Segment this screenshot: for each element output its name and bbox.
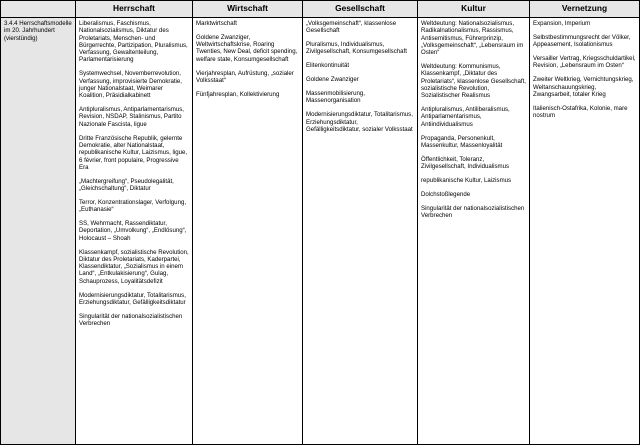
kultur-paragraph: Antipluralismus, Antiliberalismus, Antiparlamentarismus, Antiindividualismus [421,106,510,128]
herrschaft-paragraph: „Machtergreifung“, Pseudolegalität, „Gleichschaltung“, Diktatur [79,177,174,193]
gesellschaft-paragraph: Goldene Zwanziger [306,76,359,84]
header-corner-cell [1,1,76,18]
kultur-paragraph: Weltdeutung: Nationalsozialismus, Radikalnationalismus, Rassismus, Antisemitismus, Führerprinzip, „Volksgemeinschaft“, „Lebensraum im Osten“ [421,20,524,57]
vernetzung-paragraph: Italienisch-Ostafrika, Kolonie, mare nostrum [533,104,628,120]
gesellschaft-paragraph: Pluralismus, Individualismus, Zivilgesellschaft, Konsumgesellschaft [306,41,407,56]
kultur-paragraph: Propaganda, Personenkult, Massenkultur, Massenloyalität [421,134,503,149]
header-herrschaft: Herrschaft [76,1,193,18]
kultur-paragraph: republikanische Kultur, Laizismus [421,177,512,185]
herrschaft-cell [76,18,193,445]
gesellschaft-cell [303,18,418,445]
wirtschaft-paragraph: Goldene Zwanziger, Weltwirtschaftskrise, Roaring Twenties, New Deal, deficit spending, welfare state, Konsumgesellschaft [196,33,298,63]
herrschaft-paragraph: Terror, Konzentrationslager, Verfolgung, „Euthanasie“ [79,198,187,214]
wirtschaft-cell [193,18,303,445]
kultur-cell [418,18,530,445]
gesellschaft-paragraph: „Volksgemeinschaft“, klassenlose Gesellschaft [306,20,397,35]
gesellschaft-paragraph: Modernisierungsdiktatur, Totalitarismus, Erziehungsdiktatur, Gefälligkeitsdiktatur, sozialer Volksstaat [306,111,413,133]
gesellschaft-paragraph: Elitenkontinuität [306,62,350,70]
kultur-paragraph: Dolchstoßlegende [421,190,471,198]
vernetzung-cell [530,18,640,445]
herrschaft-paragraph: Liberalismus, Faschismus, Nationalsozialismus, Diktatur des Proletariats, Menschen- und Bürgerrechte, Partizipation, Pluralismus, Verfassung, Gewaltenteilung, Parlamentarisierung [79,20,188,64]
wirtschaft-paragraph: Fünfjahresplan, Kollektivierung [196,90,280,98]
herrschaft-paragraph: Klassenkampf, sozialistische Revolution, Diktatur des Proletariats, Kaderpartei, Klassendiktatur, „Sozialismus in einem Land“, „Entkulakisierung“, Gulag, Schauprozess, Loyalitätsdefizit [79,248,189,285]
header-vernetzung: Vernetzung [530,1,640,18]
vernetzung-paragraph: Selbstbestimmungsrecht der Völker, Appeasement, Isolationismus [533,33,631,49]
row-label-cell [1,18,76,445]
herrschaft-paragraph: Systemwechsel, Novemberrevolution, Verfassung, improvisierte Demokratie, junger Nationalstaat, Weimarer Koalition, Präsidialkabinett [79,70,182,100]
header-gesellschaft: Gesellschaft [303,1,418,18]
herrschaft-paragraph: Dritte Französische Republik, gelernte Demokratie, alter Nationalstaat, republikanische Kultur, Laizismus, ligue, 6 février, front populaire, Progressive Era [79,134,188,171]
wirtschaft-paragraph: Vierjahresplan, Aufrüstung, „sozialer Volksstaat“ [196,69,294,84]
kultur-paragraph: Öffentlichkeit, Toleranz, Zivilgesellschaft, Individualismus [421,155,510,171]
vernetzung-paragraph: Expansion, Imperium [533,20,591,27]
header-kultur: Kultur [418,1,530,18]
content-row [1,18,640,445]
herrschaft-paragraph: Modernisierungsdiktatur, Totalitarismus, Erziehungsdiktatur, Gefälligkeitsdiktatur [79,291,186,306]
herrschaft-paragraph: SS, Wehrmacht, Rassendiktatur, Deportation, „Umvolkung“, „Endlösung“, Holocaust – Shoah [79,220,187,242]
vernetzung-paragraph: Zweiter Weltkrieg, Vernichtungskrieg, Weltanschauungskrieg, Zwangsarbeit, totaler Krieg [533,76,634,98]
herrschaft-paragraph: Antipluralismus, Antiparlamentarismus, Revision, NSDAP, Stalinismus, Partito Nazionale Fascista, ligue [79,106,184,128]
herrschaft-paragraph: Singularität der nationalsozialistischen Verbrechen [79,312,183,328]
gesellschaft-paragraph: Massenmobilisierung, Massenorganisation [306,90,365,105]
wirtschaft-paragraph: Marktwirtschaft [196,20,237,27]
kultur-paragraph: Weltdeutung: Kommunismus, Klassenkampf, „Diktatur des Proletariats“, klassenlose Gesellschaft, sozialistische Revolution, Sozialistischer Realismus [421,63,526,100]
header-wirtschaft: Wirtschaft [193,1,303,18]
header-row [1,1,640,18]
kultur-paragraph: Singularität der nationalsozialistischen Verbrechen [421,204,525,220]
vernetzung-paragraph: Versailler Vertrag, Kriegsschuldartikel, Revision, „Lebensraum im Osten“ [533,55,636,70]
row-label: 3.4.4 Herrschaftsmodelle im 20. Jahrhundert (vierstündig) [4,20,72,42]
